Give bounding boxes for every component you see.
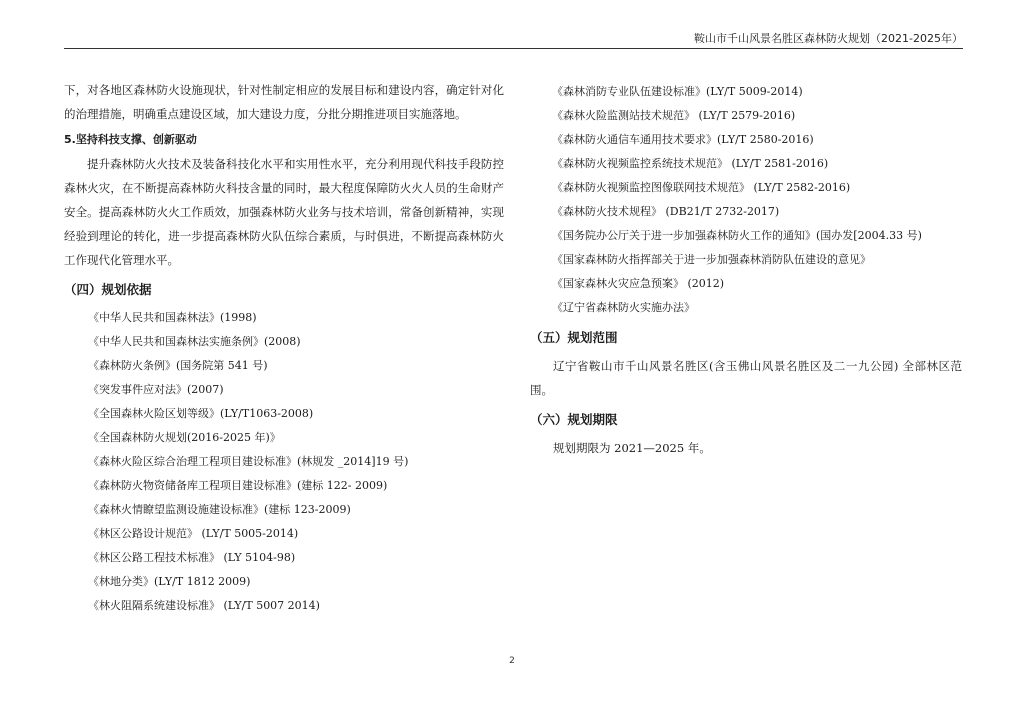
reference-item: 《森林火险监测站技术规范》 (LY/T 2579-2016) (552, 109, 796, 122)
reference-item: 《林地分类》(LY/T 1812 2009) (88, 575, 251, 588)
reference-item: 《森林防火物资储备库工程项目建设标准》(建标 122- 2009) (88, 479, 388, 492)
paragraph-continued: 下，对各地区森林防火设施现状，针对性制定相应的发展目标和建设内容，确定针对化的治理措施，明确重点建设区域，加大建设力度，分批分期推进项目实施落地。 (64, 83, 504, 121)
header-divider (64, 48, 963, 49)
reference-item: 《突发事件应对法》(2007) (88, 383, 224, 396)
document-header-title: 鞍山市千山风景名胜区森林防火规划（2021-2025年） (694, 32, 963, 45)
paragraph-tech: 提升森林防火火技术及装备科技化水平和实用性水平，充分利用现代科技手段防控森林火灾，在不断提高森林防火科技含量的同时，最大程度保障防火火人员的生命财产安全。提高森林防火火工作质效，加强森林防火业务与技术培训，常备创新精神，实现经验到理论的转化，进一步提高森林防火队伍综合素质，与时俱进，不断提高森林防火工作现代化管理水平。 (64, 157, 504, 267)
left-column (64, 78, 504, 618)
reference-item: 《森林防火视频监控图像联网技术规范》 (LY/T 2582-2016) (552, 181, 851, 194)
reference-item: 《森林防火技术规程》 (DB21/T 2732-2017) (552, 205, 780, 218)
reference-item: 《森林火情瞭望监测设施建设标准》(建标 123-2009) (88, 503, 351, 516)
reference-item: 《林区公路设计规范》 (LY/T 5005-2014) (88, 527, 299, 540)
reference-item: 《森林防火条例》(国务院第 541 号) (88, 359, 268, 372)
reference-item: 《林区公路工程技术标准》 (LY 5104-98) (88, 551, 296, 564)
paragraph-scope: 辽宁省鞍山市千山风景名胜区(含玉佛山风景名胜区及二一九公园) 全部林区范围。 (530, 359, 962, 397)
reference-item: 《辽宁省森林防火实施办法》 (552, 301, 695, 314)
reference-list-left (64, 306, 504, 618)
section-heading-basis: （四）规划依据 (64, 282, 152, 297)
page-number: 2 (509, 656, 515, 666)
right-column (530, 80, 962, 460)
reference-item: 《林火阻隔系统建设标准》 (LY/T 5007 2014) (88, 599, 320, 612)
reference-item: 《森林防火视频监控系统技术规范》 (LY/T 2581-2016) (552, 157, 829, 170)
reference-item: 《中华人民共和国森林法》(1998) (88, 311, 257, 324)
reference-item: 《森林消防专业队伍建设标准》(LY/T 5009-2014) (552, 85, 803, 98)
reference-item: 《全国森林火险区划等级》(LY/T1063-2008) (88, 407, 314, 420)
reference-item: 《森林火险区综合治理工程项目建设标准》(林规发 _2014]19 号) (88, 455, 409, 468)
reference-item: 《国务院办公厅关于进一步加强森林防火工作的通知》(国办发[2004.33 号) (552, 229, 922, 242)
section-heading-period: （六）规划期限 (530, 412, 618, 427)
section-heading-scope: （五）规划范围 (530, 330, 618, 345)
reference-list-right (530, 80, 962, 320)
reference-item: 《中华人民共和国森林法实施条例》(2008) (88, 335, 301, 348)
reference-item: 《全国森林防火规划(2016-2025 年)》 (88, 431, 281, 444)
principle-subheading: 5.坚持科技支撑、创新驱动 (64, 133, 197, 146)
reference-item: 《国家森林防火指挥部关于进一步加强森林消防队伍建设的意见》 (552, 253, 871, 266)
reference-item: 《国家森林火灾应急预案》 (2012) (552, 277, 725, 290)
paragraph-period: 规划期限为 2021—2025 年。 (553, 441, 711, 455)
reference-item: 《森林防火通信车通用技术要求》(LY/T 2580-2016) (552, 133, 814, 146)
